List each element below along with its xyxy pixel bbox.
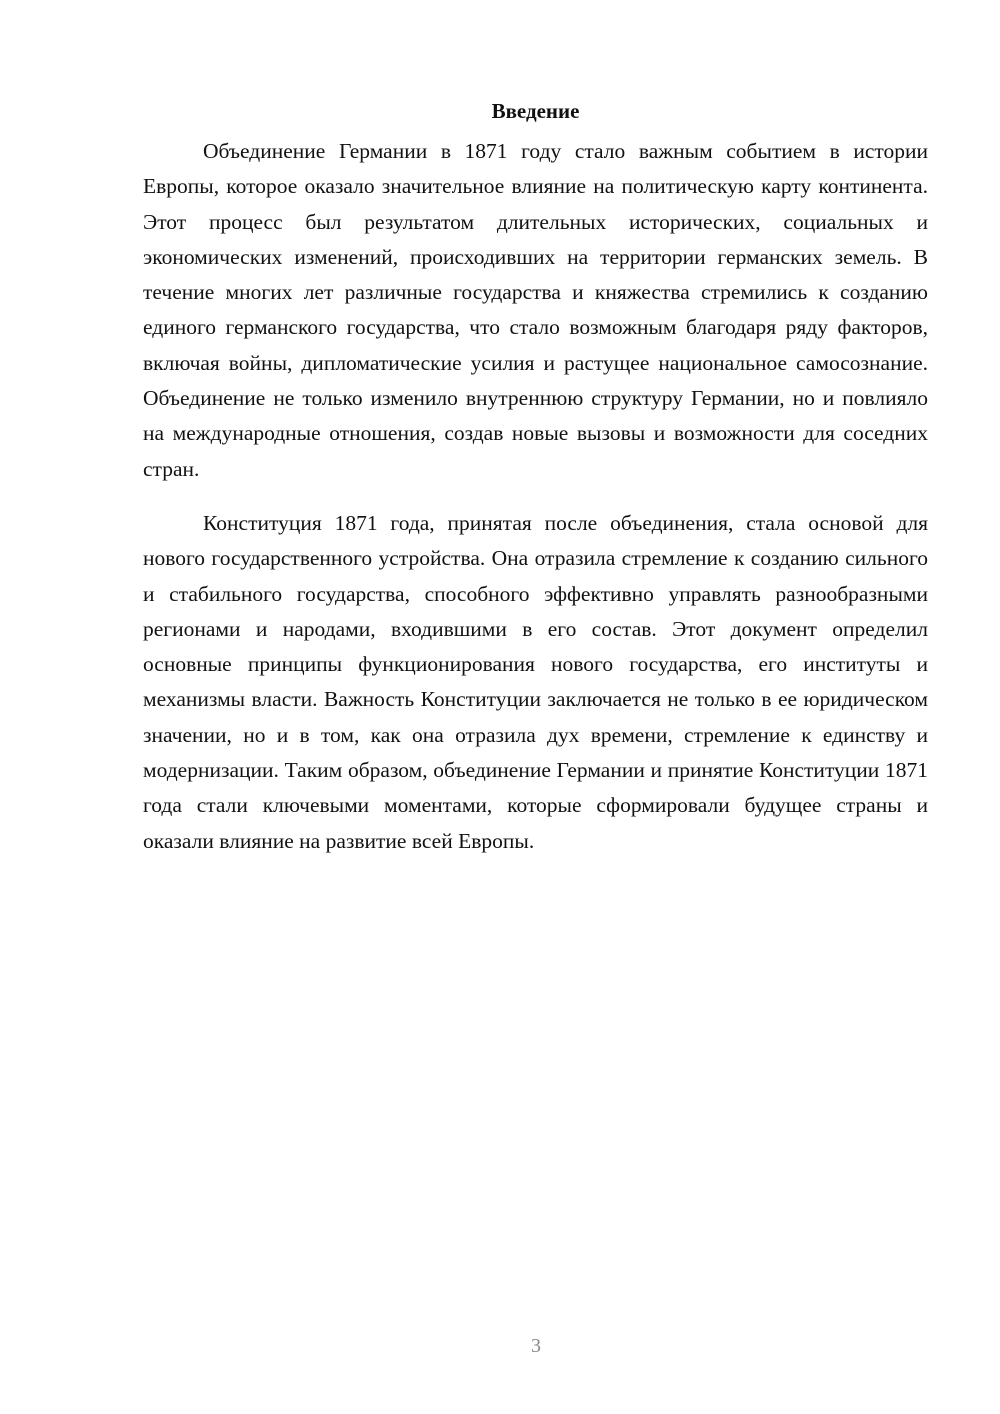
paragraph-1: Объединение Германии в 1871 году стало важным событием в истории Европы, которое оказало значительное влияние на политическую карту континента. Этот процесс был результатом длительных исторических, социальных и экономических изменений, происходивших на территории германских земель. В течение многих лет различные государства и княжества стремились к созданию единого германского государства, что стало возможным благодаря ряду факторов, включая войны, дипломатические усилия и растущее национальное самосознание. Объединение не только изменило внутреннюю структуру Германии, но и повлияло на международные отношения, создав новые вызовы и возможности для соседних стран. bbox=[143, 139, 928, 481]
paragraph-2: Конституция 1871 года, принятая после объединения, стала основой для нового государственного устройства. Она отразила стремление к созданию сильного и стабильного государства, способного эффективно управлять разнообразными регионами и народами, входившими в его состав. Этот документ определил основные принципы функционирования нового государства, его институты и механизмы власти. Важность Конституции заключается не только в ее юридическом значении, но и в том, как она отразила дух времени, стремление к единству и модернизации. Таким образом, объединение Германии и принятие Конституции 1871 года стали ключевыми моментами, которые сформировали будущее страны и оказали влияние на развитие всей Европы. bbox=[143, 510, 928, 853]
page-content bbox=[143, 96, 928, 859]
section-heading: Введение bbox=[491, 99, 580, 123]
page-number: 3 bbox=[531, 1335, 541, 1357]
